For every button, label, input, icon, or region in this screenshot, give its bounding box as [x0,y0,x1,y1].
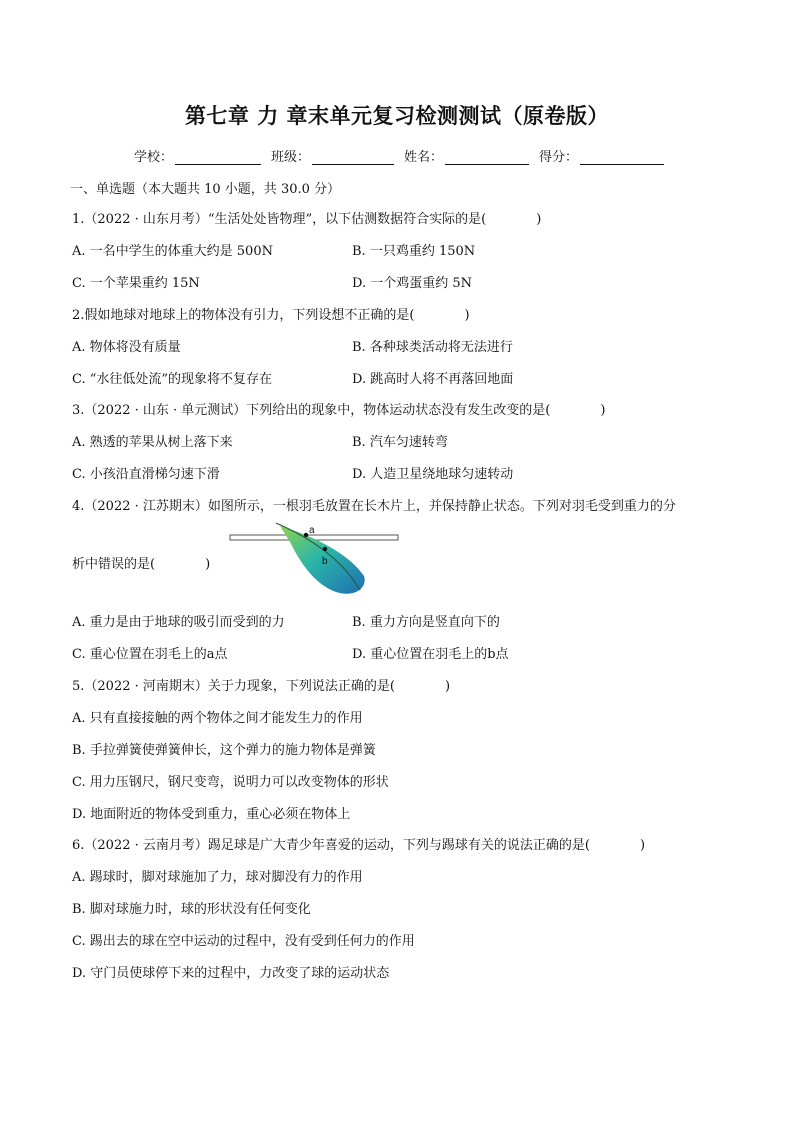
question-6-option-a[interactable]: A. 踢球时，脚对球施加了力，球对脚没有力的作用 [72,870,363,885]
question-4-option-d[interactable]: D. 重心位置在羽毛上的b点 [352,647,509,662]
question-4-stem: 4.（2022 · 江苏期末）如图所示，一根羽毛放置在长木片上，并保持静止状态。下列对羽毛受到重力的分 [72,499,676,514]
page-title: 第七章 力 章末单元复习检测测试（原卷版） [184,104,610,128]
question-1-option-c[interactable]: C. 一个苹果重约 15N [72,276,200,291]
question-1-option-d[interactable]: D. 一个鸡蛋重约 5N [352,276,473,291]
name-label: 姓名： [404,150,444,165]
school-blank[interactable] [175,150,261,165]
question-6-option-c[interactable]: C. 踢出去的球在空中运动的过程中，没有受到任何力的作用 [72,934,415,949]
question-5-option-a[interactable]: A. 只有直接接触的两个物体之间才能发生力的作用 [72,711,363,726]
section-heading: 一、单选题（本大题共 10 小题，共 30.0 分） [70,182,341,197]
score-label: 得分： [539,150,579,165]
question-3-option-a[interactable]: A. 熟透的苹果从树上落下来 [72,435,233,450]
question-3-option-c[interactable]: C. 小孩沿直滑梯匀速下滑 [72,467,220,482]
question-2-option-d[interactable]: D. 跳高时人将不再落回地面 [352,372,514,387]
question-4-stem-cont: 析中错误的是( ) [72,557,211,572]
feather-figure [228,520,400,600]
point-a-label: a [309,525,315,536]
point-a-marker [304,533,308,537]
question-1-stem: 1.（2022 · 山东月考）“生活处处皆物理”，以下估测数据符合实际的是( ) [72,212,542,227]
question-5-option-c[interactable]: C. 用力压钢尺，钢尺变弯，说明力可以改变物体的形状 [72,775,389,790]
question-4-option-a[interactable]: A. 重力是由于地球的吸引而受到的力 [72,615,285,630]
question-1-option-b[interactable]: B. 一只鸡重约 150N [352,244,476,259]
question-3-stem: 3.（2022 · 山东 · 单元测试）下列给出的现象中，物体运动状态没有发生改变的是( ) [72,403,606,418]
question-5-stem: 5.（2022 · 河南期末）关于力现象，下列说法正确的是( ) [72,679,451,694]
question-4-option-c[interactable]: C. 重心位置在羽毛上的a点 [72,647,228,662]
question-6-option-d[interactable]: D. 守门员使球停下来的过程中，力改变了球的运动状态 [72,966,390,981]
question-5-option-d[interactable]: D. 地面附近的物体受到重力，重心必须在物体上 [72,807,351,822]
question-2-option-a[interactable]: A. 物体将没有质量 [72,340,181,355]
question-3-option-d[interactable]: D. 人造卫星绕地球匀速转动 [352,467,514,482]
question-1-option-a[interactable]: A. 一名中学生的体重大约是 500N [72,244,273,259]
point-b-marker [323,547,327,551]
point-b-label: b [322,556,328,567]
school-label: 学校： [134,150,174,165]
class-blank[interactable] [312,150,394,165]
class-label: 班级： [271,150,311,165]
question-5-option-b[interactable]: B. 手拉弹簧使弹簧伸长，这个弹力的施力物体是弹簧 [72,743,376,758]
question-6-stem: 6.（2022 · 云南月考）踢足球是广大青少年喜爱的运动，下列与踢球有关的说法正确的是( ) [72,838,646,853]
question-6-option-b[interactable]: B. 脚对球施力时，球的形状没有任何变化 [72,902,311,917]
header-fields [134,146,674,165]
question-4-option-b[interactable]: B. 重力方向是竖直向下的 [352,615,500,630]
question-2-stem: 2.假如地球对地球上的物体没有引力，下列设想不正确的是( ) [72,308,470,323]
question-2-option-c[interactable]: C. “水往低处流”的现象将不复存在 [72,372,273,387]
question-3-option-b[interactable]: B. 汽车匀速转弯 [352,435,448,450]
name-blank[interactable] [445,150,529,165]
question-2-option-b[interactable]: B. 各种球类活动将无法进行 [352,340,513,355]
score-blank[interactable] [580,150,664,165]
